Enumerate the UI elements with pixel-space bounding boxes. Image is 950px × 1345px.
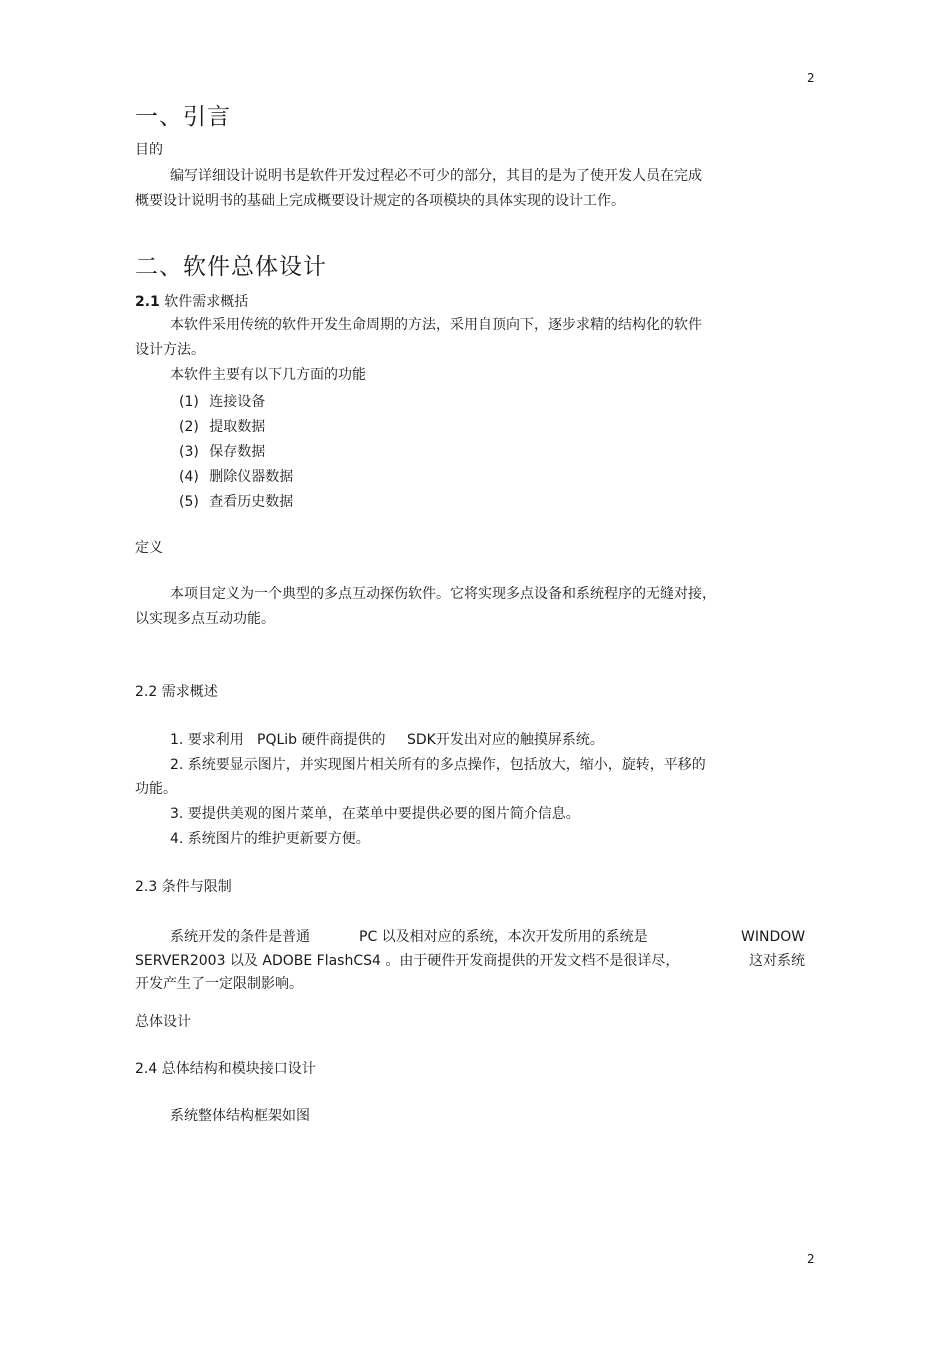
list-item-number: (2) — [179, 419, 199, 435]
purpose-text-line1: 编写详细设计说明书是软件开发过程必不可少的部分，其目的是为了使开发人员在完成 — [170, 168, 702, 184]
conditions-line1-part-a: 系统开发的条件是普通 — [170, 929, 310, 945]
requirement-2-line1: 2. 系统要显示图片，并实现图片相关所有的多点操作，包括放大，缩小，旋转，平移的 — [170, 757, 706, 773]
subsection-2-1-heading — [135, 290, 248, 314]
page-number-top: 2 — [807, 71, 815, 85]
definition-text-line2: 以实现多点互动功能。 — [135, 611, 275, 627]
framework-text: 系统整体结构框架如图 — [170, 1108, 310, 1124]
list-item-number: (3) — [179, 444, 199, 460]
requirement-1-part-c: SDK开发出对应的触摸屏系统。 — [407, 732, 604, 748]
list-item-number: (4) — [179, 469, 199, 485]
purpose-label: 目的 — [135, 142, 163, 158]
subsection-2-2-heading: 2.2 需求概述 — [135, 684, 218, 700]
conditions-line2-part-a: SERVER2003 以及 ADOBE FlashCS4 。由于硬件开发商提供的开发文档不是很详尽， — [135, 953, 680, 969]
definition-text-line1: 本项目定义为一个典型的多点互动探伤软件。它将实现多点设备和系统程序的无缝对接， — [170, 586, 716, 602]
requirement-1-part-b: PQLib 硬件商提供的 — [257, 732, 386, 748]
list-item-text: 连接设备 — [209, 394, 266, 410]
list-item-text: 查看历史数据 — [209, 494, 294, 510]
list-item — [179, 390, 265, 414]
functions-intro: 本软件主要有以下几方面的功能 — [170, 367, 366, 383]
requirements-text-line2: 设计方法。 — [135, 342, 205, 358]
section-heading-introduction: 一、引言 — [135, 104, 231, 130]
subsection-2-1-number: 2.1 — [135, 294, 160, 310]
page-number-bottom: 2 — [807, 1252, 815, 1266]
list-item-text: 删除仪器数据 — [209, 469, 294, 485]
list-item-number: (1) — [179, 394, 199, 410]
subsection-2-3-heading: 2.3 条件与限制 — [135, 879, 232, 895]
conditions-line2-part-b: 这对系统 — [749, 953, 805, 969]
conditions-line1-part-c: WINDOW — [741, 929, 806, 945]
conditions-line3: 开发产生了一定限制影响。 — [135, 976, 303, 992]
list-item-number: (5) — [179, 494, 199, 510]
subsection-2-1-title: 软件需求概括 — [164, 294, 249, 310]
definition-label: 定义 — [135, 540, 163, 556]
requirement-1-part-a: 1. 要求利用 — [170, 732, 244, 748]
requirement-4: 4. 系统图片的维护更新要方便。 — [170, 831, 370, 847]
list-item-text: 提取数据 — [209, 419, 266, 435]
list-item — [179, 465, 293, 489]
requirement-2-line2: 功能。 — [135, 781, 177, 797]
purpose-text-line2: 概要设计说明书的基础上完成概要设计规定的各项模块的具体实现的设计工作。 — [135, 193, 625, 209]
section-heading-overall-design: 二、软件总体设计 — [135, 254, 327, 280]
list-item-text: 保存数据 — [209, 444, 266, 460]
list-item — [179, 415, 265, 439]
requirements-text-line1: 本软件采用传统的软件开发生命周期的方法，采用自顶向下，逐步求精的结构化的软件 — [170, 317, 702, 333]
list-item — [179, 490, 293, 514]
list-item — [179, 440, 265, 464]
subsection-2-4-heading: 2.4 总体结构和模块接口设计 — [135, 1061, 316, 1077]
requirement-3: 3. 要提供美观的图片菜单，在菜单中要提供必要的图片简介信息。 — [170, 806, 580, 822]
conditions-line1-part-b: PC 以及相对应的系统，本次开发所用的系统是 — [359, 929, 648, 945]
overall-design-label: 总体设计 — [135, 1014, 191, 1030]
